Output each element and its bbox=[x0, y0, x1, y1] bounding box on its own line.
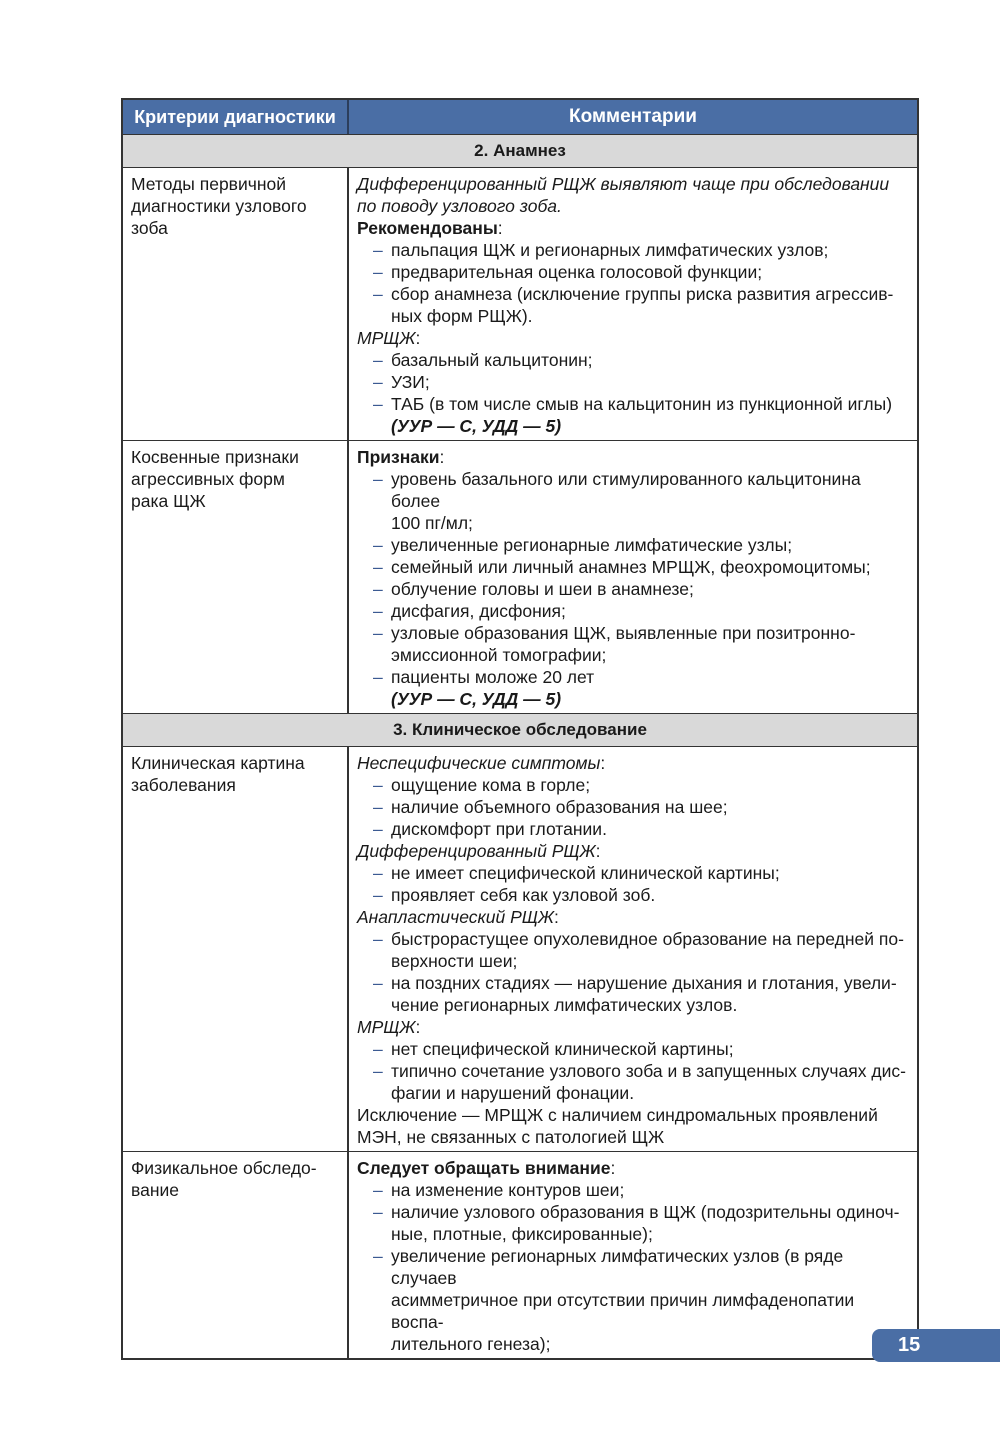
table-row bbox=[123, 1151, 917, 1358]
list-item: – увеличенные регионарные лимфатические узлы; bbox=[357, 534, 911, 556]
list-item-line: ные, плотные, фиксированные); bbox=[391, 1224, 653, 1244]
list-item bbox=[357, 928, 911, 972]
row-comment bbox=[349, 747, 917, 1151]
list-item: – ощущение кома в горле; bbox=[357, 774, 911, 796]
list-item-line: – сбор анамнеза (исключение группы риска развития агрессив- bbox=[391, 284, 894, 304]
list-item-line: 100 пг/мл; bbox=[391, 513, 473, 533]
criterion-line: Косвенные признаки bbox=[131, 447, 299, 467]
list-item-line: ных форм РЩЖ). bbox=[391, 306, 533, 326]
criterion-line: Физикальное обследо- bbox=[131, 1158, 317, 1178]
label-line: Неспецифические симптомы: bbox=[357, 753, 606, 773]
section-anamnesis bbox=[123, 134, 917, 167]
label-text: Неспецифические симптомы bbox=[357, 753, 601, 773]
list-item-line: верхности шеи; bbox=[391, 951, 518, 971]
list-item bbox=[357, 972, 911, 1016]
list-item: – дисфагия, дисфония; bbox=[357, 600, 911, 622]
diagnostics-table bbox=[121, 98, 919, 1360]
list-item: – проявляет себя как узловой зоб. bbox=[357, 884, 911, 906]
list-item: – дискомфорт при глотании. bbox=[357, 818, 911, 840]
criterion-line: вание bbox=[131, 1180, 180, 1200]
section-title: 3. Клиническое обследование bbox=[393, 720, 647, 739]
header-comments: Комментарии bbox=[569, 106, 697, 127]
criterion-line: агрессивных форм bbox=[131, 469, 285, 489]
list-item-line: – увеличение регионарных лимфатических узлов (в ряде случаев bbox=[391, 1246, 844, 1288]
page-number: 15 bbox=[872, 1329, 1000, 1362]
list-item-line: асимметричное при отсутствии причин лимфаденопатии воспа- bbox=[391, 1290, 855, 1332]
label-text: Следует обращать внимание bbox=[357, 1158, 611, 1178]
criterion-line: диагностики узлового bbox=[131, 196, 307, 216]
label-line: Признаки: bbox=[357, 447, 445, 467]
list-item bbox=[357, 1201, 911, 1245]
list-item bbox=[357, 283, 911, 327]
row-criterion bbox=[123, 1152, 349, 1358]
list-item: – наличие объемного образования на шее; bbox=[357, 796, 911, 818]
row-comment bbox=[349, 168, 917, 440]
evidence-level: (УУР — C, УДД — 5) bbox=[391, 416, 562, 436]
label-line: Рекомендованы: bbox=[357, 218, 503, 238]
criterion-line: Клиническая картина bbox=[131, 753, 305, 773]
criterion-line: Методы первичной bbox=[131, 174, 287, 194]
criterion-line: заболевания bbox=[131, 775, 236, 795]
label-line: Анапластический РЩЖ: bbox=[357, 907, 559, 927]
header-criteria: Критерии диагностики bbox=[123, 100, 349, 134]
list-item: – семейный или личный анамнез МРЩЖ, феохромоцитомы; bbox=[357, 556, 911, 578]
label-text: МРЩЖ bbox=[357, 1017, 416, 1037]
list-item-line: – наличие узлового образования в ЩЖ (подозрительны одиноч- bbox=[391, 1202, 900, 1222]
comment-line: МЭН, не связанных с патологией ЩЖ bbox=[357, 1127, 665, 1147]
list-item: – не имеет специфической клинической картины; bbox=[357, 862, 911, 884]
criterion-line: рака ЩЖ bbox=[131, 491, 206, 511]
evidence-level: (УУР — C, УДД — 5) bbox=[391, 689, 562, 709]
table-row bbox=[123, 746, 917, 1151]
table-row bbox=[123, 440, 917, 713]
list-item-line: – узловые образования ЩЖ, выявленные при позитронно- bbox=[391, 623, 856, 643]
row-comment bbox=[349, 1152, 917, 1358]
list-item: – предварительная оценка голосовой функции; bbox=[357, 261, 911, 283]
comment-line: Дифференцированный РЩЖ выявляют чаще при обследовании bbox=[357, 174, 890, 194]
list-item-line: фагии и нарушений фонации. bbox=[391, 1083, 635, 1103]
list-item bbox=[357, 1245, 911, 1355]
table-row bbox=[123, 167, 917, 440]
label-text: МРЩЖ bbox=[357, 328, 416, 348]
row-criterion bbox=[123, 747, 349, 1151]
section-title: 2. Анамнез bbox=[474, 141, 566, 160]
list-item bbox=[357, 622, 911, 666]
label-line: Дифференцированный РЩЖ: bbox=[357, 841, 601, 861]
list-item: – базальный кальцитонин; bbox=[357, 349, 911, 371]
list-item bbox=[357, 468, 911, 534]
list-item: – пальпация ЩЖ и регионарных лимфатических узлов; bbox=[357, 239, 911, 261]
list-item: – на изменение контуров шеи; bbox=[357, 1179, 911, 1201]
label-line: Следует обращать внимание: bbox=[357, 1158, 616, 1178]
list-item-line: – уровень базального или стимулированного кальцитонина более bbox=[391, 469, 861, 511]
table-header bbox=[123, 100, 917, 134]
list-item-line: лительного генеза); bbox=[391, 1334, 551, 1354]
comment-line: Исключение — МРЩЖ с наличием синдромальных проявлений bbox=[357, 1105, 878, 1125]
list-item: – УЗИ; bbox=[357, 371, 911, 393]
comment-line: по поводу узлового зоба. bbox=[357, 196, 562, 216]
list-item-line: эмиссионной томографии; bbox=[391, 645, 607, 665]
row-criterion bbox=[123, 168, 349, 440]
list-item: – ТАБ (в том числе смыв на кальцитонин из пункционной иглы) bbox=[357, 393, 911, 415]
section-clinical-exam bbox=[123, 713, 917, 746]
row-comment bbox=[349, 441, 917, 713]
row-criterion bbox=[123, 441, 349, 713]
list-item-line: чение регионарных лимфатических узлов. bbox=[391, 995, 738, 1015]
list-item-line: – быстрорастущее опухолевидное образование на передней по- bbox=[391, 929, 904, 949]
label-text: Дифференцированный РЩЖ bbox=[357, 841, 596, 861]
label-text: Анапластический РЩЖ bbox=[357, 907, 554, 927]
label-line: МРЩЖ: bbox=[357, 1017, 421, 1037]
label-line: МРЩЖ: bbox=[357, 328, 421, 348]
list-item: – пациенты моложе 20 лет bbox=[357, 666, 911, 688]
list-item: – нет специфической клинической картины; bbox=[357, 1038, 911, 1060]
label-text: Рекомендованы bbox=[357, 218, 498, 238]
label-text: Признаки bbox=[357, 447, 440, 467]
list-item-line: – типично сочетание узлового зоба и в запущенных случаях дис- bbox=[391, 1061, 906, 1081]
list-item: – облучение головы и шеи в анамнезе; bbox=[357, 578, 911, 600]
list-item-line: – на поздних стадиях — нарушение дыхания и глотания, увели- bbox=[391, 973, 897, 993]
criterion-line: зоба bbox=[131, 218, 168, 238]
list-item bbox=[357, 1060, 911, 1104]
